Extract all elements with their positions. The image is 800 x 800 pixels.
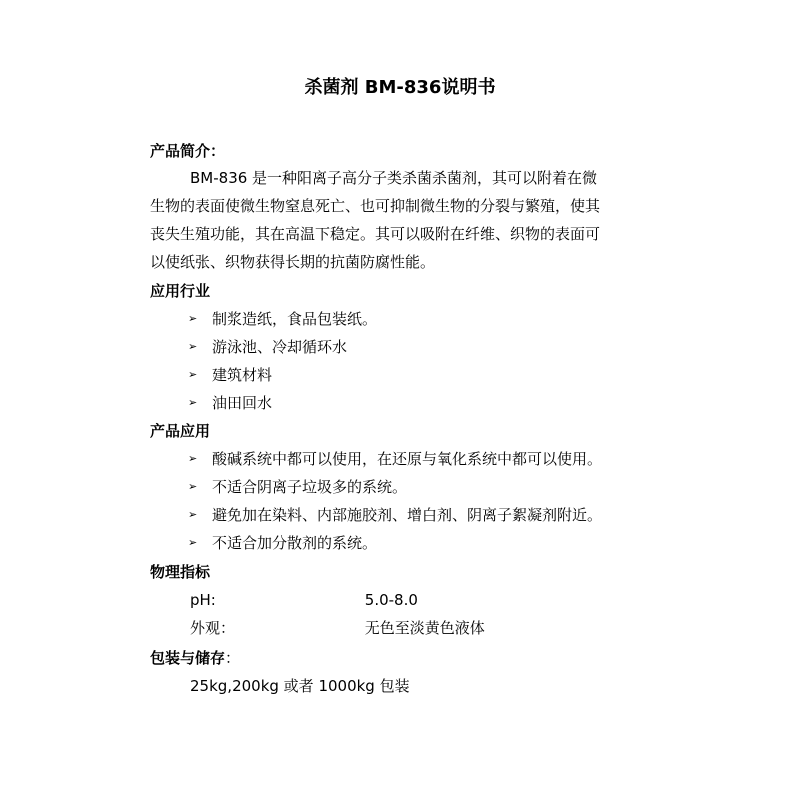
industries-list	[188, 305, 377, 417]
spec-row-ph	[190, 589, 418, 611]
list-item	[188, 501, 602, 529]
section-heading-intro: 产品简介：	[150, 142, 226, 160]
arrow-bullet-icon: ➢	[188, 508, 198, 521]
list-item	[188, 445, 602, 473]
arrow-bullet-icon: ➢	[188, 312, 198, 325]
list-item	[188, 305, 377, 333]
intro-line: 丧失生殖功能，其在高温下稳定。其可以吸附在纤维、织物的表面可	[150, 225, 601, 243]
intro-line: BM-836 是一种阳离子高分子类杀菌杀菌剂，其可以附着在微	[190, 169, 598, 187]
document-title: 杀菌剂 BM-836说明书	[304, 77, 496, 98]
list-item-text: 油田回水	[212, 394, 273, 412]
list-item-text: 酸碱系统中都可以使用，在还原与氧化系统中都可以使用。	[212, 450, 603, 468]
list-item	[188, 361, 377, 389]
list-item-text: 不适合阴离子垃圾多的系统。	[212, 478, 408, 496]
arrow-bullet-icon: ➢	[188, 340, 198, 353]
section-heading-industries: 应用行业	[150, 282, 211, 300]
intro-paragraph	[150, 164, 650, 276]
application-list	[188, 445, 602, 557]
spec-label: pH:	[190, 591, 216, 609]
list-item	[188, 529, 602, 557]
list-item	[188, 389, 377, 417]
spec-value: 无色至淡黄色液体	[364, 619, 485, 637]
arrow-bullet-icon: ➢	[188, 368, 198, 381]
packaging-text: 25kg,200kg 或者 1000kg 包装	[190, 677, 410, 695]
list-item-text: 不适合加分散剂的系统。	[212, 534, 378, 552]
list-item	[188, 473, 602, 501]
section-heading-packaging	[150, 647, 240, 669]
section-heading-physical: 物理指标	[150, 563, 211, 581]
arrow-bullet-icon: ➢	[188, 536, 198, 549]
intro-line: 以使纸张、织物获得长期的抗菌防腐性能。	[150, 253, 436, 271]
intro-line: 生物的表面使微生物窒息死亡、也可抑制微生物的分裂与繁殖，使其	[150, 197, 601, 215]
spec-row-appearance	[190, 617, 485, 639]
spec-value: 5.0-8.0	[364, 591, 418, 609]
arrow-bullet-icon: ➢	[188, 452, 198, 465]
arrow-bullet-icon: ➢	[188, 480, 198, 493]
packaging-heading-text: 包装与储存	[150, 649, 226, 667]
packaging-heading-colon: ：	[225, 649, 241, 667]
arrow-bullet-icon: ➢	[188, 396, 198, 409]
list-item-text: 避免加在染料、内部施胶剂、增白剂、阴离子絮凝剂附近。	[212, 506, 603, 524]
spec-label: 外观：	[190, 619, 236, 637]
list-item-text: 游泳池、冷却循环水	[212, 338, 348, 356]
section-heading-application: 产品应用	[150, 422, 211, 440]
list-item-text: 建筑材料	[212, 366, 273, 384]
list-item-text: 制浆造纸，食品包装纸。	[212, 310, 378, 328]
list-item	[188, 333, 377, 361]
